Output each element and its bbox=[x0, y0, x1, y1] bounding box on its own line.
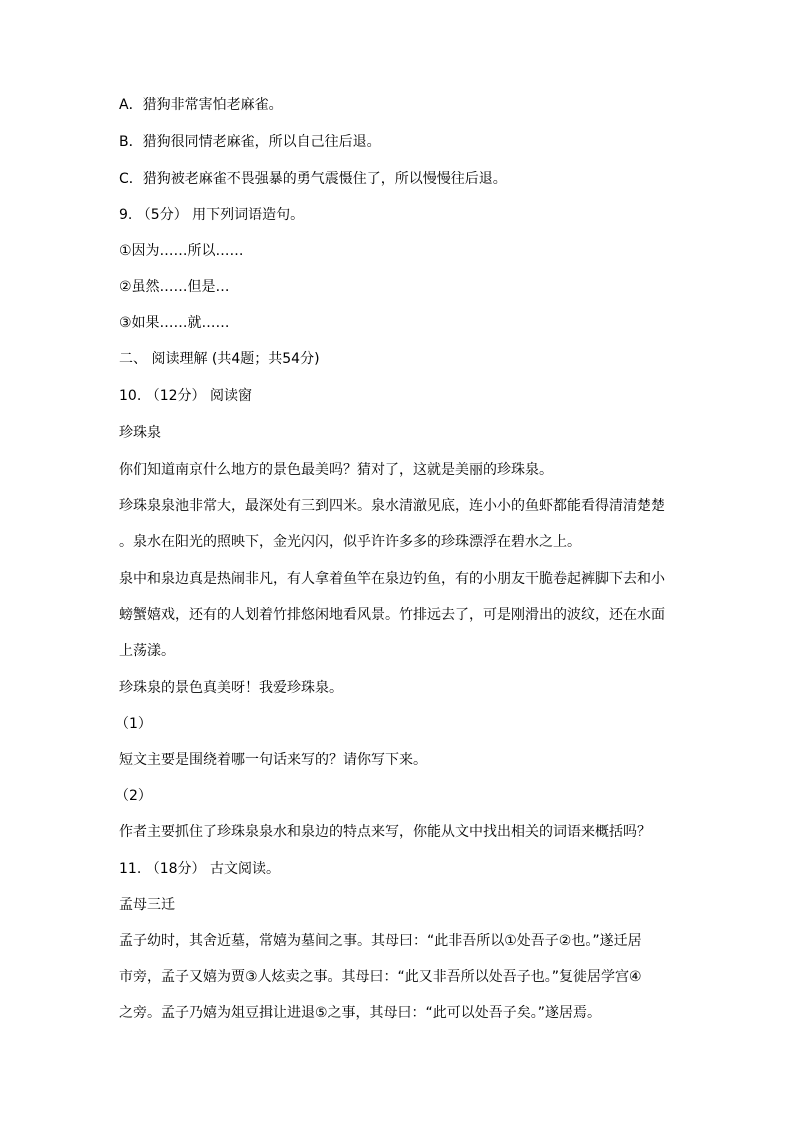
text-line: 珍珠泉的景色真美呀！我爱珍珠泉。 bbox=[119, 680, 343, 696]
question-line: 10. （12分） 阅读窗 bbox=[119, 388, 252, 404]
text-line: 螃蟹嬉戏，还有的人划着竹排悠闲地看风景。竹排远去了，可是刚滑出的波纹，还在水面 bbox=[119, 607, 665, 623]
text-line: ②虽然……但是… bbox=[119, 279, 230, 295]
text-line: 短文主要是围绕着哪一句话来写的？请你写下来。 bbox=[119, 752, 427, 768]
text-line: 作者主要抓住了珍珠泉泉水和泉边的特点来写，你能从文中找出相关的词语来概括吗？ bbox=[119, 824, 651, 840]
question-line: 11. （18分） 古文阅读。 bbox=[119, 861, 280, 877]
section-line: 二、 阅读理解 (共4题；共54分) bbox=[119, 351, 320, 367]
subq-line: （2） bbox=[115, 788, 152, 804]
question-line: 9. （5分） 用下列词语造句。 bbox=[119, 207, 305, 223]
subq-line: （1） bbox=[115, 716, 152, 732]
text-line: 泉中和泉边真是热闹非凡，有人拿着鱼竿在泉边钓鱼，有的小朋友干脆卷起裤脚下去和小 bbox=[119, 571, 665, 587]
text-line: 你们知道南京什么地方的景色最美吗？猜对了，这就是美丽的珍珠泉。 bbox=[119, 462, 553, 478]
option-line: B．猎狗很同情老麻雀，所以自己往后退。 bbox=[119, 134, 381, 150]
text-line: 之旁。孟子乃嬉为俎豆揖让进退⑤之事，其母曰：“此可以处吾子矣。”遂居焉。 bbox=[119, 1005, 602, 1021]
text-line: ①因为……所以…… bbox=[119, 243, 244, 259]
text-line: 珍珠泉泉池非常大，最深处有三到四米。泉水清澈见底，连小小的鱼虾都能看得清清楚楚 bbox=[119, 498, 665, 514]
option-line: A．猎狗非常害怕老麻雀。 bbox=[119, 97, 283, 113]
text-line: 上荡漾。 bbox=[119, 643, 175, 659]
text-line: 孟子幼时，其舍近墓，常嬉为墓间之事。其母曰：“此非吾所以①处吾子②也。”遂迁居 bbox=[119, 933, 642, 949]
option-line: C．猎狗被老麻雀不畏强暴的勇气震慑住了，所以慢慢往后退。 bbox=[119, 171, 507, 187]
text-line: 市旁，孟子又嬉为贾③人炫卖之事。其母曰：“此又非吾所以处吾子也。”复徙居学宫④ bbox=[119, 969, 642, 985]
title-line: 珍珠泉 bbox=[119, 425, 161, 441]
title-line: 孟母三迁 bbox=[119, 897, 175, 913]
text-line: 。泉水在阳光的照映下，金光闪闪，似乎许许多多的珍珠漂浮在碧水之上。 bbox=[119, 534, 581, 550]
text-line: ③如果……就…… bbox=[119, 315, 230, 331]
